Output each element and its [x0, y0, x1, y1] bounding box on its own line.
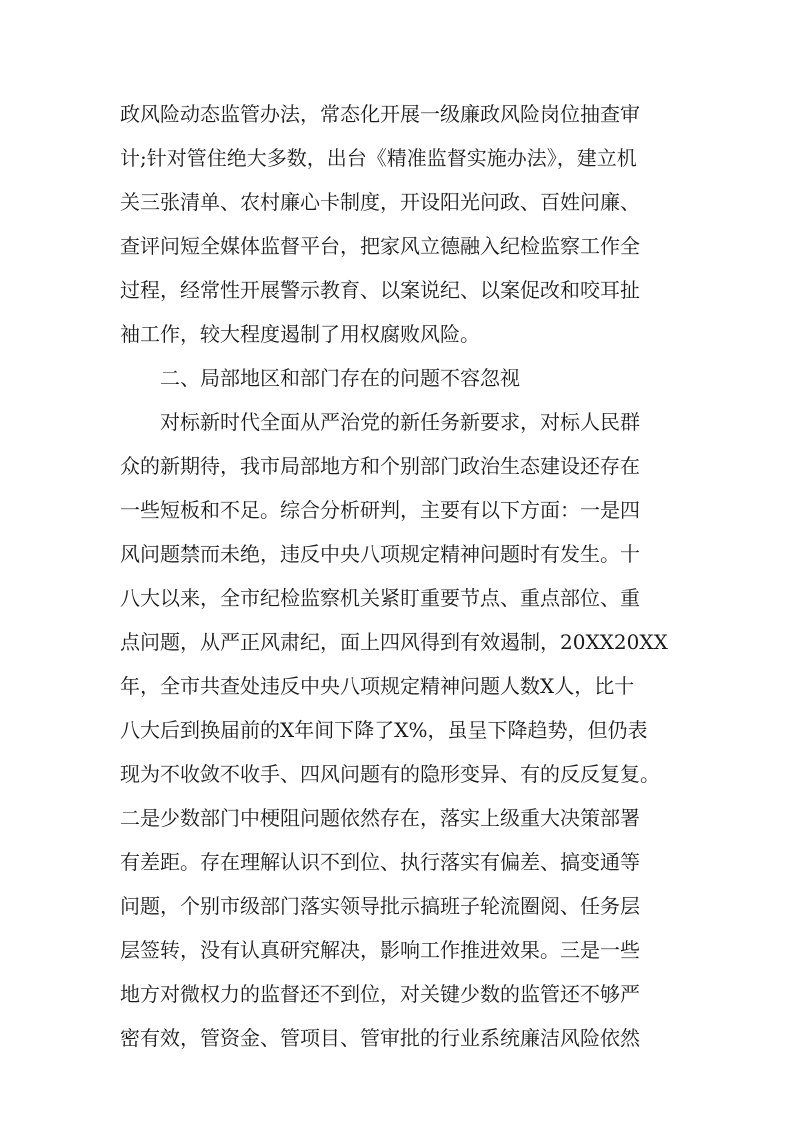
body-text-line: 地方对微权力的监督还不到位，对关键少数的监管还不够严	[120, 982, 640, 1006]
body-text-line: 众的新期待，我市局部地方和个别部门政治生态建设还存在	[120, 454, 640, 478]
section-heading: 二、局部地区和部门存在的问题不容忽视	[160, 366, 520, 390]
body-text-line: 过程，经常性开展警示教育、以案说纪、以案促改和咬耳扯	[120, 278, 640, 302]
body-text-line: 袖工作，较大程度遏制了用权腐败风险。	[120, 322, 480, 346]
body-text-line: 密有效，管资金、管项目、管审批的行业系统廉洁风险依然	[120, 1026, 640, 1050]
body-text-line: 问题，个别市级部门落实领导批示搞班子轮流圈阅、任务层	[120, 894, 640, 918]
body-text-line: 层签转，没有认真研究解决，影响工作推进效果。三是一些	[120, 938, 640, 962]
body-text-line: 政风险动态监管办法，常态化开展一级廉政风险岗位抽查审	[120, 102, 640, 126]
paragraph-first-line: 对标新时代全面从严治党的新任务新要求，对标人民群	[160, 410, 640, 434]
body-text-line: 现为不收敛不收手、四风问题有的隐形变异、有的反反复复。	[120, 762, 660, 786]
body-text-line: 八大后到换届前的X年间下降了X%，虽呈下降趋势，但仍表	[120, 718, 648, 742]
body-text-line: 有差距。存在理解认识不到位、执行落实有偏差、搞变通等	[120, 850, 640, 874]
body-text-line: 二是少数部门中梗阻问题依然存在，落实上级重大决策部署	[120, 806, 640, 830]
body-text-line: 查评问短全媒体监督平台，把家风立德融入纪检监察工作全	[120, 234, 640, 258]
body-text-line: 八大以来，全市纪检监察机关紧盯重要节点、重点部位、重	[120, 586, 640, 610]
body-text-line: 关三张清单、农村廉心卡制度，开设阳光问政、百姓问廉、	[120, 190, 640, 214]
body-text-line: 计;针对管住绝大多数，出台《精准监督实施办法》，建立机	[120, 146, 637, 170]
body-text-line: 点问题，从严正风肃纪，面上四风得到有效遏制，20XX20XX	[120, 630, 668, 654]
body-text-line: 年，全市共查处违反中央八项规定精神问题人数X人，比十	[120, 674, 635, 698]
body-text-line: 风问题禁而未绝，违反中央八项规定精神问题时有发生。十	[120, 542, 640, 566]
body-text-line: 一些短板和不足。综合分析研判，主要有以下方面：一是四	[120, 498, 640, 522]
